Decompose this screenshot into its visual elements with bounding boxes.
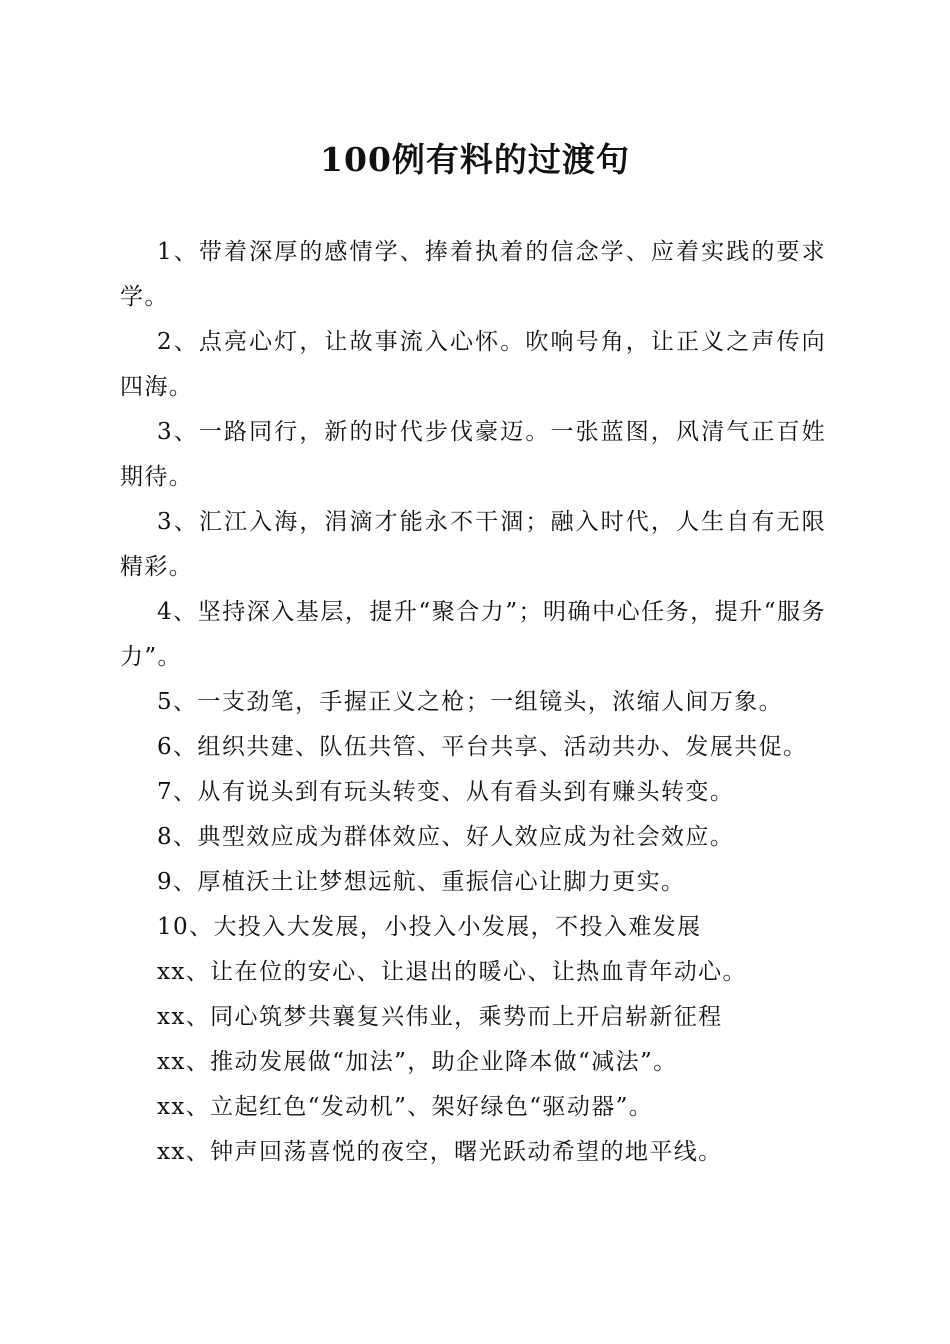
paragraph: 3、汇江入海，涓滴才能永不干涸；融入时代，人生自有无限精彩。 xyxy=(120,509,826,580)
document-body xyxy=(120,230,826,1175)
paragraph: 9、厚植沃土让梦想远航、重振信心让脚力更实。 xyxy=(157,869,686,895)
paragraph: 1、带着深厚的感情学、捧着执着的信念学、应着实践的要求学。 xyxy=(120,239,826,310)
document-title: 100例有料的过渡句 xyxy=(320,140,630,179)
paragraph: xx、钟声回荡喜悦的夜空，曙光跃动希望的地平线。 xyxy=(157,1139,723,1165)
paragraph: 6、组织共建、队伍共管、平台共享、活动共办、发展共促。 xyxy=(157,734,808,760)
paragraph: 10、大投入大发展，小投入小发展，不投入难发展 xyxy=(157,914,702,940)
paragraph: xx、推动发展做“加法”，助企业降本做“减法”。 xyxy=(157,1049,678,1075)
paragraph: 4、坚持深入基层，提升“聚合力”；明确中心任务，提升“服务力”。 xyxy=(120,599,826,670)
paragraph: 8、典型效应成为群体效应、好人效应成为社会效应。 xyxy=(157,824,735,850)
paragraph: xx、同心筑梦共襄复兴伟业，乘势而上开启崭新征程 xyxy=(157,1004,723,1030)
paragraph: 3、一路同行，新的时代步伐豪迈。一张蓝图，风清气正百姓期待。 xyxy=(120,419,826,490)
paragraph: 5、一支劲笔，手握正义之枪；一组镜头，浓缩人间万象。 xyxy=(157,689,784,715)
paragraph: xx、让在位的安心、让退出的暖心、让热血青年动心。 xyxy=(157,959,747,985)
paragraph: 2、点亮心灯，让故事流入心怀。吹响号角，让正义之声传向四海。 xyxy=(120,329,826,400)
paragraph: xx、立起红色“发动机”、架好绿色“驱动器”。 xyxy=(157,1094,654,1120)
paragraph: 7、从有说头到有玩头转变、从有看头到有赚头转变。 xyxy=(157,779,735,805)
